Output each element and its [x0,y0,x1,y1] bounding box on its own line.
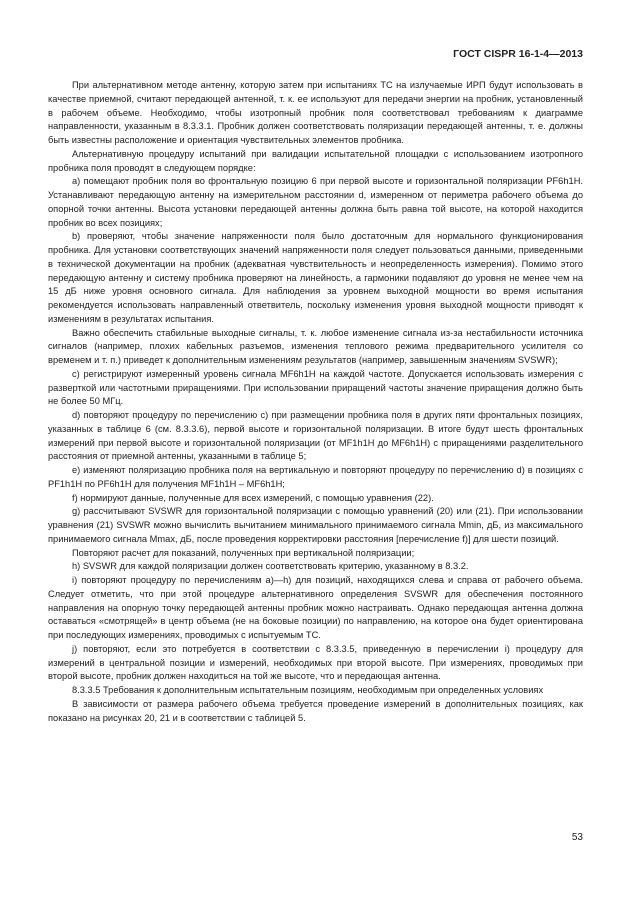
paragraph: a) помещают пробник поля во фронтальную позицию 6 при первой высоте и горизонтальной поляризации PF6h1H. Устанавливают передающую антенну на измерительном расстоянии d, измеренном от периметра рабочего объема до опорной точки антенны. Высота установки передающей антенны должна быть равна той высоте, на которой находится пробник во всех позициях; [48,176,583,228]
paragraph: Важно обеспечить стабильные выходные сигналы, т. к. любое изменение сигнала из-за нестабильности источника сигналов (например, плохих кабельных разъемов, изменения теплового режима предварительного усилителя со временем и т. п.) приведет к дополнительным изменениям результатов (например, завышенным значениям SVSWR); [48,327,583,365]
paragraph: f) нормируют данные, полученные для всех измерений, с помощью уравнения (22). [72,492,434,503]
document-header: ГОСТ CISPR 16-1-4—2013 [453,48,583,60]
paragraph: Альтернативную процедуру испытаний при валидации испытательной площадки с использованием изотропного пробника поля проводят в следующем порядке: [48,148,583,173]
section-heading: 8.3.3.5 Требования к дополнительным испытательным позициям, необходимым при определенных условиях [72,685,544,695]
paragraph: g) рассчитывают SVSWR для горизонтальной поляризации с помощью уравнений (20) или (21). При использовании уравнения (21) SVSWR можно вычислить вычитанием минимального принимаемого сигнала Mmin, дБ, из максимального принимаемого сигнала Mmax, дБ, после проведения корректировки расстояния [перечисление f)] для шести позиций. [48,506,583,544]
paragraph: При альтернативном методе антенну, которую затем при испытаниях ТС на излучаемые ИРП будут использовать в качестве приемной, считают передающей антенной, т. к. ее используют для передачи энергии на пробник, установленный в рабочем объеме. Необходимо, чтобы изотропный пробник поля соответствовал требованиям к диаграмме направленности, указанным в 8.3.3.1. Пробник должен соответствовать поляризации передающей антенны, т. е. должны быть известны расположение и ориентация чувствительных элементов пробника. [48,80,583,145]
paragraph: e) изменяют поляризацию пробника поля на вертикальную и повторяют процедуру по перечислению d) в позициях с PF1h1H по PF6h1H для получения MF1h1H – MF6h1H; [48,465,583,489]
paragraph: d) повторяют процедуру по перечислению c) при размещении пробника поля в других пяти фронтальных позициях, указанных в таблице 6 (см. 8.3.3.6), первой высоте и горизонтальной поляризации. В итоге будут шесть фронтальных измерений при первой высоте и горизонтальной поляризации (от MF1h1H до MF6h1H) с приращениями разделительного расстояния от приемной антенны, указанными в таблице 5; [48,410,583,462]
paragraph: c) регистрируют измеренный уровень сигнала MF6h1H на каждой частоте. Допускается использовать измерения с разверткой или частотными приращениями. При использовании приращений частоты значение приращения должно быть не более 50 МГц. [48,368,583,407]
paragraph: i) повторяют процедуру по перечислениям a)—h) для позиций, находящихся слева и справа от рабочего объема. Следует отметить, что при этой процедуре альтернативного определения SVSWR для обеспечения постоянного направления на опорную точку передающей антенны пробник можно настраивать. Однако передающая антенна должна оставаться «смотрящей» в центр объема (не на боковые позиции) по направлению, на которое она будет ориентирована при последующих измерениях, проводимых с испытуемым ТС. [48,575,583,640]
paragraph: Повторяют расчет для показаний, полученных при вертикальной поляризации; [72,547,415,558]
paragraph: j) повторяют, если это потребуется в соответствии с 8.3.3.5, приведенную в перечислении i) процедуру для измерений в центральной позиции и измерений, необходимых при второй высоте. При измерениях, проводимых при второй высоте, пробник должен находиться на той же высоте, что и передающая антенна. [48,643,583,682]
paragraph: В зависимости от размера рабочего объема требуется проведение измерений в дополнительных позициях, как показано на рисунках 20, 21 и в соответствии с таблицей 5. [48,698,583,723]
page-number: 53 [571,832,583,843]
paragraph: h) SVSWR для каждой поляризации должен соответствовать критерию, указанному в 8.3.2. [72,561,469,572]
paragraph: b) проверяют, чтобы значение напряженности поля было достаточным для нормального функционирования пробника. Для установки соответствующих значений напряженности поля следует пользоваться данными, приведенными в технической документации на пробник (адекватная чувствительность и неопределенность измерения). Помимо этого передающую антенну и систему пробника проверяют на линейность, а гармоники подавляют до уровня не менее чем на 15 дБ ниже уровня основного сигнала. Для наблюдения за уровнем выходной мощности во время испытания рекомендуется использовать направленный ответвитель, поскольку изменения уровня выходной мощности приводят к изменениям в результатах испытания. [48,231,583,324]
document-body [48,79,583,725]
